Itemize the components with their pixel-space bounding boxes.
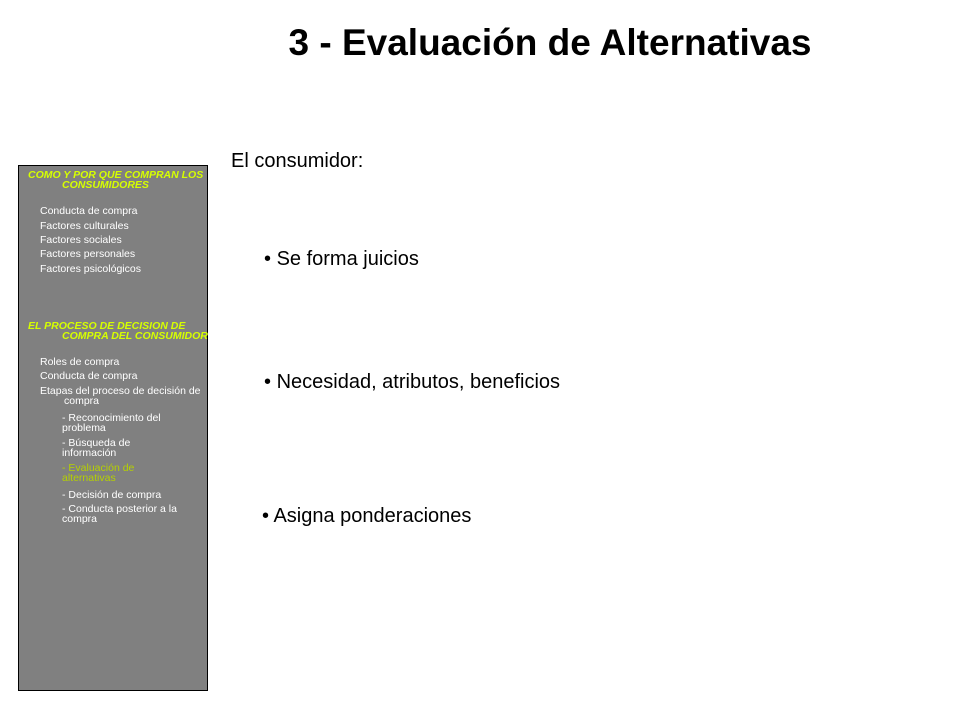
bullet-text-3: Asigna ponderaciones [273, 505, 472, 527]
sidebar-item-roles[interactable]: Roles de compra [40, 356, 120, 368]
sidebar-subitem-reconocimiento[interactable]: - Reconocimiento del problema [62, 412, 161, 434]
bullet-item-3: • Asigna ponderaciones [262, 505, 472, 527]
sidebar-subitem-conducta-posterior[interactable]: - Conducta posterior a la compra [62, 503, 177, 525]
sidebar-item-etapas[interactable]: Etapas del proceso de decisión de compra [40, 385, 201, 407]
sidebar-subitem-busqueda[interactable]: - Búsqueda de información [62, 437, 131, 459]
sidebar-item-conducta-2[interactable]: Conducta de compra [40, 370, 138, 382]
sidebar-item-psicologicos[interactable]: Factores psicológicos [40, 263, 141, 275]
sidebar-subitem-decision[interactable]: - Decisión de compra [62, 489, 162, 501]
slide-title: 3 - Evaluación de Alternativas [288, 22, 812, 63]
sidebar-subitem-evaluacion-active[interactable]: - Evaluación de alternativas [62, 462, 135, 484]
bullet-item-2: • Necesidad, atributos, beneficios [264, 371, 561, 393]
sidebar-item-sociales[interactable]: Factores sociales [40, 234, 122, 246]
sidebar-panel [18, 165, 208, 691]
sidebar-item-culturales[interactable]: Factores culturales [40, 220, 129, 232]
sidebar-item-personales[interactable]: Factores personales [40, 248, 136, 260]
bullet-item-1: • Se forma juicios [264, 248, 419, 270]
sidebar-item-conducta[interactable]: Conducta de compra [40, 205, 138, 217]
bullet-text-2: Necesidad, atributos, beneficios [276, 371, 561, 393]
bullet-text-1: Se forma juicios [276, 248, 419, 270]
sidebar-heading-consumers: COMO Y POR QUE COMPRAN LOS CONSUMIDORES [28, 169, 204, 191]
intro-text: El consumidor: [231, 150, 364, 172]
sidebar-heading-process: EL PROCESO DE DECISION DE COMPRA DEL CONSUMIDOR [28, 320, 208, 342]
